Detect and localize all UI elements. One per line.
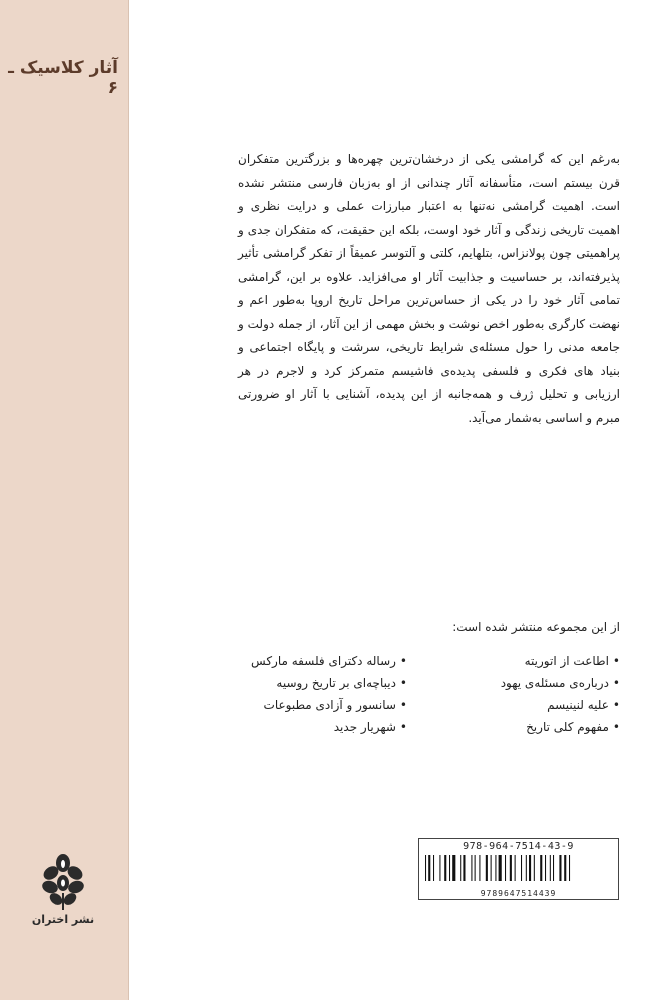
barcode-bar [505,855,506,881]
published-heading: از این مجموعه منتشر شده است: [452,620,620,634]
barcode-bar [460,855,461,881]
barcode [425,855,613,887]
list-item: •دیباچه‌ای بر تاریخ روسیه [276,676,407,690]
series-title: آثار کلاسیک ـ ۶ [8,58,118,98]
barcode-bar [564,855,566,881]
barcode-bar [545,855,546,881]
barcode-bar [521,855,522,881]
description-text: به‌رغم این که گرامشی یکی از درخشان‌ترین چهره‌ها و بزرگترین متفکران قرن بیستم است، متأسفانه آثار چندانی از او به‌زبان فارسی منتشر نشده است. اهمیت گرامشی نه‌تنها به اعتبار مبارزات عملی و درایت نظری و اهمیت تاریخی زندگی و آثار خود اوست، بلکه این حقیقت، که متفکران جدی و پراهمیتی چون پولانزاس، بتلهایم، کلتی و آلتوسر عمیقاً از تفکر گرامشی تأثیر پذیرفته‌اند، بر حساسیت و جذابیت آثار او می‌افزاید. علاوه بر این، گرامشی تمامی آثار خود را در یکی از حساس‌ترین مراحل تاریخ اروپا به‌طور اعم و نهضت کارگری به‌طور اخص نوشت و بخش مهمی از این آثار، از جمله دولت و جامعه مدنی را حول مسئله‌ی شرایط تاریخی، سرشت و پایگاه اجتماعی و بنیاد های فکری و فلسفی پدیده‌ی فاشیسم متمرکز کرد و لاجرم در هر ارزیابی و تحلیل ژرف و همه‌جانبه از این پدیده، آشنایی با آثار او ضرورتی مبرم و اساسی به‌شمار می‌آید. [238,152,620,425]
list-item: •مفهوم کلی تاریخ [526,720,620,734]
barcode-bar [550,855,551,881]
barcode-bar [479,855,480,881]
isbn-text: 978-964-7514-43-9 [463,841,574,852]
barcode-bar [540,855,542,881]
barcode-bar [499,855,502,881]
list-item: •شهریار جدید [333,720,407,734]
barcode-bar [452,855,455,881]
barcode-bar [475,855,476,881]
barcode-bar [425,855,426,881]
list-item: •درباره‌ی مسئله‌ی یهود [500,676,620,690]
barcode-bar [463,855,465,881]
barcode-bar [449,855,450,881]
list-item: •علیه لنینیسم [547,698,620,712]
barcode-bar [471,855,472,881]
list-item: •سانسور و آزادی مطبوعات [263,698,407,712]
barcode-bar [510,855,512,881]
barcode-digits: 9789647514439 [480,889,557,898]
barcode-bar [526,855,527,881]
list-item: •اطاعت از اتوریته [524,654,620,668]
barcode-bar [444,855,446,881]
barcode-bar [486,855,488,881]
barcode-bar [495,855,496,881]
cover-spine-band [0,0,129,1000]
barcode-bar [569,855,570,881]
barcode-bar [529,855,531,881]
list-item: •رساله دکترای فلسفه مارکس [251,654,407,668]
barcode-bar [491,855,492,881]
barcode-bar [534,855,535,881]
barcode-bar [428,855,430,881]
leaf-icon [41,853,85,911]
barcode-bar [433,855,434,881]
isbn-barcode-box [418,838,619,900]
barcode-bar [439,855,440,881]
published-books-list [218,652,620,737]
barcode-bar [515,855,516,881]
publisher-logo [30,853,96,953]
barcode-bar [559,855,561,881]
barcode-bar [553,855,554,881]
publisher-name: نشر اختران [31,913,95,926]
